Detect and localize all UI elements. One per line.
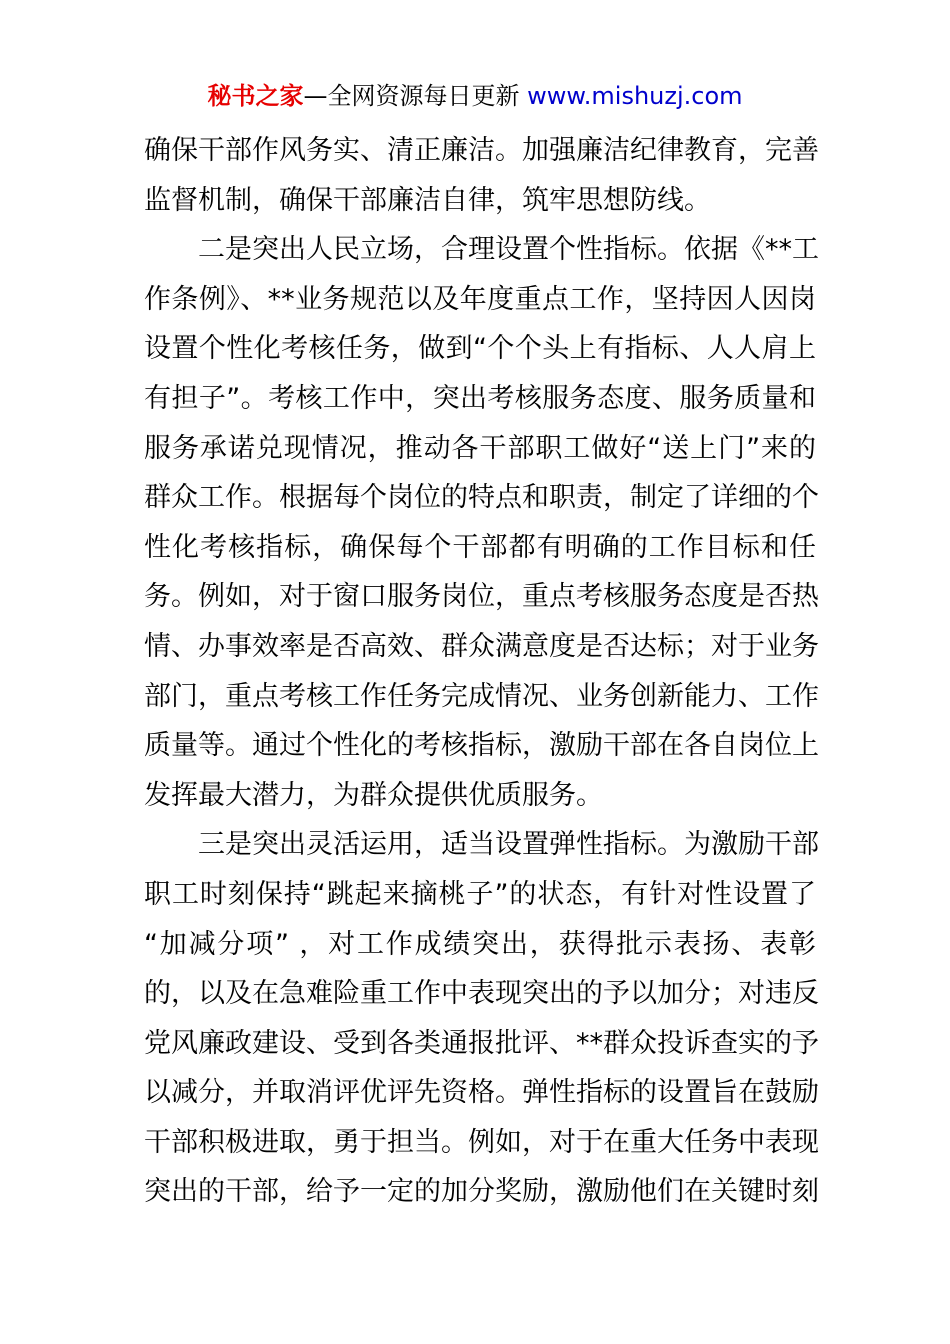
text-line: 监督机制，确保干部廉洁自律，筑牢思想防线。 bbox=[144, 184, 711, 216]
site-brand: 秘书之家 bbox=[207, 82, 304, 110]
text-line: 确保干部作风务实、清正廉洁。加强廉洁纪律教育，完善 bbox=[144, 135, 819, 166]
text-line: 服务承诺兑现情况，推动各干部职工做好“送上门”来的 bbox=[144, 432, 816, 464]
text-line: 作条例》、**业务规范以及年度重点工作，坚持因人因岗 bbox=[144, 283, 816, 315]
document-body bbox=[144, 126, 819, 1217]
text-line: 部门，重点考核工作任务完成情况、业务创新能力、工作 bbox=[144, 680, 819, 712]
text-line: 党风廉政建设、受到各类通报批评、**群众投诉查实的予 bbox=[144, 1027, 819, 1059]
paragraph-start-line: 三是突出灵活运用，适当设置弹性指标。为激励干部 bbox=[198, 829, 819, 861]
paragraph-start-line: 二是突出人民立场，合理设置个性指标。依据《**工 bbox=[198, 234, 819, 266]
text-line: 职工时刻保持“跳起来摘桃子”的状态，有针对性设置了 bbox=[144, 878, 816, 910]
text-line: 干部积极进取，勇于担当。例如，对于在重大任务中表现 bbox=[144, 1126, 819, 1158]
text-line: 设置个性化考核任务，做到“个个头上有指标、人人肩上 bbox=[144, 333, 816, 365]
text-line: 突出的干部，给予一定的加分奖励，激励他们在关键时刻 bbox=[144, 1176, 819, 1208]
text-line: 有担子”。考核工作中，突出考核服务态度、服务质量和 bbox=[144, 382, 816, 414]
site-url[interactable]: www.mishuzj.com bbox=[527, 82, 743, 110]
text-line: 发挥最大潜力，为群众提供优质服务。 bbox=[144, 779, 603, 811]
text-line: 的，以及在急难险重工作中表现突出的予以加分；对违反 bbox=[144, 978, 819, 1010]
text-line: 质量等。通过个性化的考核指标，激励干部在各自岗位上 bbox=[144, 730, 819, 762]
text-line: 情、办事效率是否高效、群众满意度是否达标；对于业务 bbox=[144, 630, 819, 662]
text-line: 以减分，并取消评优评先资格。弹性指标的设置旨在鼓励 bbox=[144, 1077, 819, 1109]
text-line: 性化考核指标，确保每个干部都有明确的工作目标和任 bbox=[144, 531, 816, 563]
site-tagline: —全网资源每日更新 bbox=[303, 82, 528, 110]
page-header bbox=[0, 80, 950, 112]
text-line: 群众工作。根据每个岗位的特点和职责，制定了详细的个 bbox=[144, 482, 819, 514]
text-line: “加减分项” ，对工作成绩突出，获得批示表扬、表彰 bbox=[144, 928, 816, 960]
text-line: 务。例如，对于窗口服务岗位，重点考核服务态度是否热 bbox=[144, 581, 819, 613]
